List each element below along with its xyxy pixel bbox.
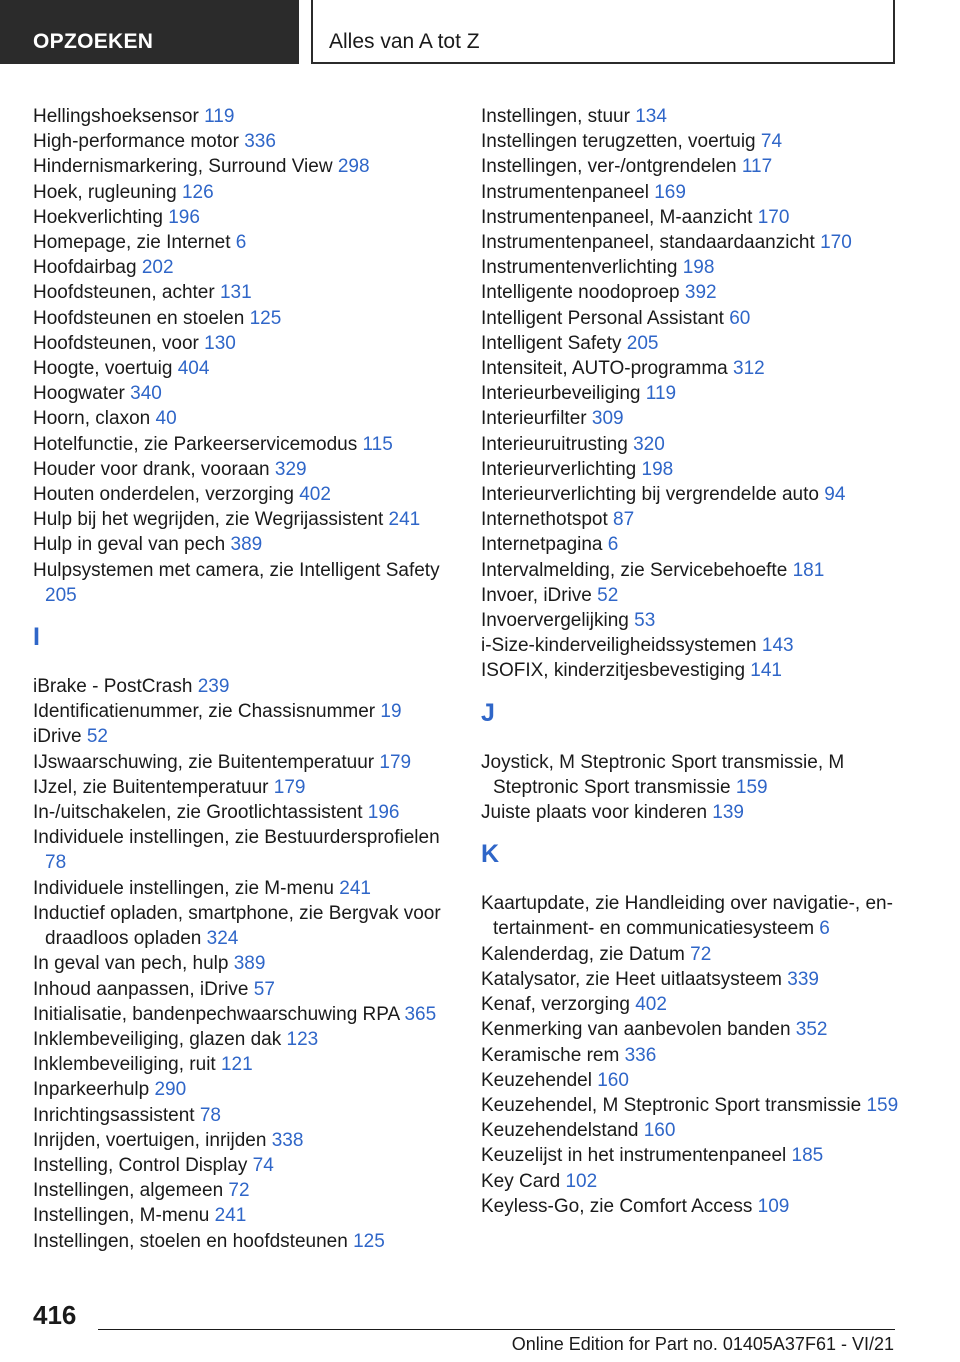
entry-text: Hotelfunctie, zie Parkeerservicemodus (33, 433, 358, 455)
entry-text: Kalenderdag, zie Datum (481, 943, 685, 965)
page-link[interactable]: 6 (819, 918, 830, 940)
index-entry (481, 432, 921, 457)
page-link[interactable]: 389 (233, 953, 266, 975)
entry-text: IJzel, zie Buitentemperatuur (33, 776, 269, 798)
page-number: 416 (33, 1300, 77, 1330)
entry-text: Inklembeveiliging, glazen dak (33, 1028, 282, 1050)
page-link[interactable]: 241 (214, 1205, 247, 1227)
index-entry (481, 507, 921, 532)
entry-text: Hoofdsteunen, achter (33, 282, 215, 304)
index-entry (481, 750, 921, 800)
entry-text: Individuele instellingen, zie Bestuurdersprofielen (33, 827, 440, 849)
page-link[interactable]: 241 (388, 509, 421, 531)
entry-text: Interieurbeveiliging (481, 383, 641, 405)
entry-text: Instrumentenpaneel, M-aanzicht (481, 206, 753, 228)
entry-text: Identificatienummer, zie Chassisnummer (33, 701, 376, 723)
page-link[interactable]: 6 (235, 232, 247, 254)
index-entry (481, 1118, 921, 1143)
page-link[interactable]: 60 (729, 307, 751, 329)
entry-text: Houten onderdelen, verzorging (33, 484, 294, 506)
index-entry (33, 230, 463, 255)
page-link[interactable]: 404 (177, 358, 210, 380)
page-link[interactable]: 389 (230, 534, 263, 556)
index-letter-heading: I (33, 623, 40, 652)
index-entry (33, 724, 463, 749)
index-entry (33, 482, 463, 507)
index-entry (33, 1203, 463, 1228)
index-entry (481, 381, 921, 406)
entry-text: Invoervergelijking (481, 610, 629, 632)
index-entry (481, 331, 921, 356)
page-link[interactable]: 123 (286, 1028, 319, 1050)
entry-text: Hellingshoeksensor (33, 106, 199, 127)
index-entry (33, 800, 463, 825)
page-link[interactable]: 109 (757, 1195, 790, 1217)
index-entry (33, 876, 463, 901)
index-entry (481, 1169, 921, 1194)
entry-text: Hoofdsteunen en stoelen (33, 307, 245, 329)
index-letter-heading: J (481, 698, 495, 727)
index-entry (33, 1077, 463, 1102)
index-entry (481, 1093, 921, 1118)
entry-text: Intervalmelding, zie Servicebehoefte (481, 559, 788, 581)
entry-text: Inklembeveiliging, ruit (33, 1054, 216, 1076)
index-entry (481, 180, 921, 205)
index-entry (481, 967, 921, 992)
entry-text: Inrijden, voertuigen, inrijden (33, 1129, 267, 1151)
entry-text: Instellingen terugzetten, voertuig (481, 131, 756, 153)
entry-text: Instellingen, algemeen (33, 1180, 224, 1202)
index-entry (481, 406, 921, 431)
index-entry (33, 1052, 463, 1077)
index-entry (33, 951, 463, 976)
index-entry (33, 775, 463, 800)
page-link[interactable]: 160 (597, 1069, 629, 1091)
page-link[interactable]: 338 (271, 1129, 304, 1151)
index-entry (481, 280, 921, 305)
page-link[interactable]: 121 (220, 1054, 253, 1076)
entry-text: Kaartupdate, zie Handleiding over navigatie-, entertainment- en communicatiesysteem (481, 893, 893, 940)
entry-text: Hoek, rugleuning (33, 181, 177, 203)
page-link[interactable]: 309 (591, 408, 624, 430)
entry-text: Keyless-Go, zie Comfort Access (481, 1195, 753, 1217)
page-link[interactable]: 78 (45, 852, 67, 874)
page-link[interactable]: 339 (787, 968, 819, 990)
page-link[interactable]: 102 (565, 1170, 598, 1192)
entry-text: Interieurverlichting bij vergrendelde auto (481, 484, 819, 506)
index-entry (33, 1103, 463, 1128)
index-entry (33, 1128, 463, 1153)
index-entry (481, 1143, 921, 1168)
entry-text: Instellingen, stoelen en hoofdsteunen (33, 1230, 348, 1252)
index-entry (33, 457, 463, 482)
entry-text: Juiste plaats voor kinderen (481, 802, 708, 824)
page-link[interactable]: 134 (635, 106, 667, 127)
page-link[interactable]: 125 (353, 1230, 385, 1252)
entry-text: Hulpsystemen met camera, zie Intelligent Safety (33, 559, 440, 581)
page-link[interactable]: 336 (244, 131, 276, 153)
entry-text: In geval van pech, hulp (33, 953, 229, 975)
page-link[interactable]: 365 (404, 1003, 437, 1025)
index-entry (33, 154, 463, 179)
page-link[interactable]: 57 (253, 978, 275, 1000)
page-link[interactable]: 19 (380, 701, 402, 723)
entry-text: Hoofdairbag (33, 257, 137, 279)
page-link[interactable]: 131 (219, 282, 252, 304)
page-link[interactable]: 196 (168, 206, 200, 228)
index-entry (481, 104, 921, 129)
page-link[interactable]: 72 (228, 1180, 250, 1202)
index-entry (33, 674, 463, 699)
index-entry (33, 1002, 463, 1027)
index-entry (33, 1229, 463, 1254)
footer-rule (98, 1329, 895, 1330)
page-link[interactable]: 298 (337, 156, 370, 178)
page-link[interactable]: 139 (712, 802, 744, 824)
page-link[interactable]: 170 (820, 232, 852, 254)
entry-text: Instellingen, M-menu (33, 1205, 210, 1227)
entry-text: Intelligent Safety (481, 332, 622, 354)
page-link[interactable]: 198 (641, 458, 674, 480)
entry-text: iBrake - PostCrash (33, 676, 193, 698)
entry-text: Keramische rem (481, 1044, 620, 1066)
page-link[interactable]: 117 (741, 156, 773, 178)
entry-text: Internetpagina (481, 534, 603, 556)
entry-text: Keuzehendel (481, 1069, 592, 1091)
entry-text: High-performance motor (33, 131, 239, 153)
entry-text: Kenaf, verzorging (481, 994, 630, 1016)
index-entry (33, 1027, 463, 1052)
page-link[interactable]: 352 (795, 1019, 828, 1041)
edition-note: Online Edition for Part no. 01405A37F61 - VI/21 (511, 1334, 894, 1354)
entry-text: Katalysator, zie Heet uitlaatsysteem (481, 968, 782, 990)
entry-text: Instrumentenverlichting (481, 257, 678, 279)
page-link[interactable]: 324 (206, 928, 239, 950)
index-entry (481, 1043, 921, 1068)
index-entry (481, 558, 921, 583)
page-link[interactable]: 198 (682, 257, 715, 279)
index-entry (481, 255, 921, 280)
page-title: Alles van A tot Z (311, 0, 895, 64)
page-link[interactable]: 202 (141, 257, 174, 279)
index-entry (33, 381, 463, 406)
entry-text: iDrive (33, 726, 82, 748)
entry-text: Hulp bij het wegrijden, zie Wegrijassistent (33, 509, 384, 531)
entry-text: Hulp in geval van pech (33, 534, 226, 556)
page-link[interactable]: 181 (792, 559, 825, 581)
index-entry (33, 558, 463, 608)
entry-text: Intensiteit, AUTO-programma (481, 358, 728, 380)
page-link[interactable]: 143 (761, 635, 794, 657)
index-entry (33, 205, 463, 230)
index-entry (481, 306, 921, 331)
index-entry (481, 532, 921, 557)
page-link[interactable]: 392 (684, 282, 717, 304)
page-link[interactable]: 402 (299, 484, 331, 506)
index-entry (33, 356, 463, 381)
index-entry (33, 255, 463, 280)
entry-text: Instelling, Control Display (33, 1154, 248, 1176)
index-entry (481, 482, 921, 507)
entry-text: Interieurfilter (481, 408, 587, 430)
page-link[interactable]: 159 (735, 776, 768, 798)
entry-text: Intelligent Personal Assistant (481, 307, 724, 329)
page-link[interactable]: 179 (273, 776, 306, 798)
entry-text: Intelligente noodoproep (481, 282, 680, 304)
page-link[interactable]: 141 (750, 660, 782, 682)
index-entry (33, 129, 463, 154)
index-entry (33, 331, 463, 356)
index-entry (33, 977, 463, 1002)
entry-text: Hoorn, claxon (33, 408, 151, 430)
section-tab[interactable]: OPZOEKEN (0, 0, 299, 64)
entry-text: ISOFIX, kinderzitjesbevestiging (481, 660, 746, 682)
index-entry (33, 825, 463, 875)
page-link[interactable]: 239 (197, 676, 230, 698)
entry-text: i-Size-kinderveiligheidssystemen (481, 635, 757, 657)
page-link[interactable]: 159 (866, 1094, 899, 1116)
index-entry (481, 1068, 921, 1093)
page-link[interactable]: 320 (633, 433, 665, 455)
index-entry (33, 280, 463, 305)
index-entry (481, 800, 921, 825)
page-link[interactable]: 74 (252, 1154, 274, 1176)
page-link[interactable]: 6 (607, 534, 619, 556)
entry-text: Houder voor drank, vooraan (33, 458, 270, 480)
index-entry (33, 432, 463, 457)
page-link[interactable]: 74 (760, 131, 783, 153)
index-entry (481, 457, 921, 482)
page-link[interactable]: 52 (86, 726, 108, 748)
page-link[interactable]: 169 (654, 181, 686, 203)
page-link[interactable]: 94 (824, 484, 846, 506)
entry-text: Kenmerking van aanbevolen banden (481, 1019, 791, 1041)
page-link[interactable]: 115 (362, 433, 393, 455)
entry-text: Homepage, zie Internet (33, 232, 231, 254)
page-link[interactable]: 125 (249, 307, 282, 329)
page-link[interactable]: 119 (204, 106, 235, 127)
entry-text: IJswaarschuwing, zie Buitentemperatuur (33, 751, 375, 773)
index-entry (481, 205, 921, 230)
index-entry (33, 699, 463, 724)
entry-text: Hoofdsteunen, voor (33, 332, 199, 354)
index-entry (481, 230, 921, 255)
index-entry (33, 306, 463, 331)
index-entry (481, 608, 921, 633)
page-link[interactable]: 87 (613, 509, 635, 531)
entry-text: Hoekverlichting (33, 206, 163, 228)
index-entry (481, 129, 921, 154)
index-entry (33, 1178, 463, 1203)
entry-text: Hoogte, voertuig (33, 358, 173, 380)
index-column-right (481, 104, 921, 1219)
entry-text: Joystick, M Steptronic Sport transmissie, M Steptronic Sport transmissie (481, 751, 845, 798)
index-entry (33, 104, 463, 129)
index-entry (481, 992, 921, 1017)
entry-text: Instrumentenpaneel, standaardaanzicht (481, 232, 815, 254)
index-entry (481, 633, 921, 658)
page-link[interactable]: 241 (339, 877, 371, 899)
entry-text: Key Card (481, 1170, 561, 1192)
index-entry (481, 891, 921, 941)
index-entry (481, 1017, 921, 1042)
page-link[interactable]: 179 (379, 751, 412, 773)
page-link[interactable]: 130 (204, 332, 236, 354)
page-link[interactable]: 329 (274, 458, 307, 480)
entry-text: Inhoud aanpassen, iDrive (33, 978, 249, 1000)
index-entry (481, 658, 921, 683)
page-link[interactable]: 205 (45, 584, 77, 606)
page-link[interactable]: 40 (155, 408, 177, 430)
page-link[interactable]: 185 (791, 1145, 824, 1167)
page-link[interactable]: 336 (624, 1044, 657, 1066)
page-link[interactable]: 205 (626, 332, 659, 354)
entry-text: Instellingen, stuur (481, 106, 630, 127)
entry-text: Individuele instellingen, zie M-menu (33, 877, 334, 899)
entry-text: Invoer, iDrive (481, 584, 592, 606)
index-entry (33, 180, 463, 205)
entry-text: Inductief opladen, smartphone, zie Bergvak voor draadloos opladen (33, 902, 441, 950)
page-link[interactable]: 196 (367, 802, 400, 824)
page-link[interactable]: 53 (634, 610, 656, 632)
page-link[interactable]: 290 (154, 1079, 187, 1101)
entry-text: In-/uitschakelen, zie Grootlichtassistent (33, 802, 363, 824)
entry-text: Interieuruitrusting (481, 433, 628, 455)
entry-text: Instellingen, ver-/ontgrendelen (481, 156, 737, 178)
index-entry (481, 154, 921, 179)
page-link[interactable]: 402 (635, 994, 667, 1016)
entry-text: Hindernismarkering, Surround View (33, 156, 333, 178)
entry-text: Inrichtingsassistent (33, 1104, 195, 1126)
entry-text: Internethotspot (481, 509, 608, 531)
page-link[interactable]: 340 (130, 383, 162, 405)
index-entry (33, 406, 463, 431)
page-link[interactable]: 72 (690, 943, 712, 965)
entry-text: Keuzelijst in het instrumentenpaneel (481, 1145, 787, 1167)
entry-text: Inparkeerhulp (33, 1079, 150, 1101)
index-entry (481, 1194, 921, 1219)
index-entry (481, 942, 921, 967)
entry-text: Hoogwater (33, 383, 125, 405)
index-entry (33, 532, 463, 557)
index-letter-heading: K (481, 840, 500, 869)
index-column-left (33, 104, 463, 1254)
index-entry (33, 507, 463, 532)
entry-text: Interieurverlichting (481, 458, 637, 480)
entry-text: Keuzehendel, M Steptronic Sport transmissie (481, 1094, 862, 1116)
page-link[interactable]: 312 (733, 358, 765, 380)
entry-text: Instrumentenpaneel (481, 181, 649, 203)
page-link[interactable]: 52 (597, 584, 619, 606)
index-entry (481, 356, 921, 381)
page-link[interactable]: 78 (199, 1104, 221, 1126)
page-link[interactable]: 160 (643, 1120, 676, 1142)
index-entry (33, 901, 463, 951)
page-link[interactable]: 170 (757, 206, 790, 228)
entry-text: Initialisatie, bandenpechwaarschuwing RPA (33, 1003, 400, 1025)
page-link[interactable]: 126 (181, 181, 214, 203)
page-link[interactable]: 119 (645, 383, 677, 405)
index-entry (481, 583, 921, 608)
index-entry (33, 750, 463, 775)
entry-text: Keuzehendelstand (481, 1120, 639, 1142)
index-entry (33, 1153, 463, 1178)
